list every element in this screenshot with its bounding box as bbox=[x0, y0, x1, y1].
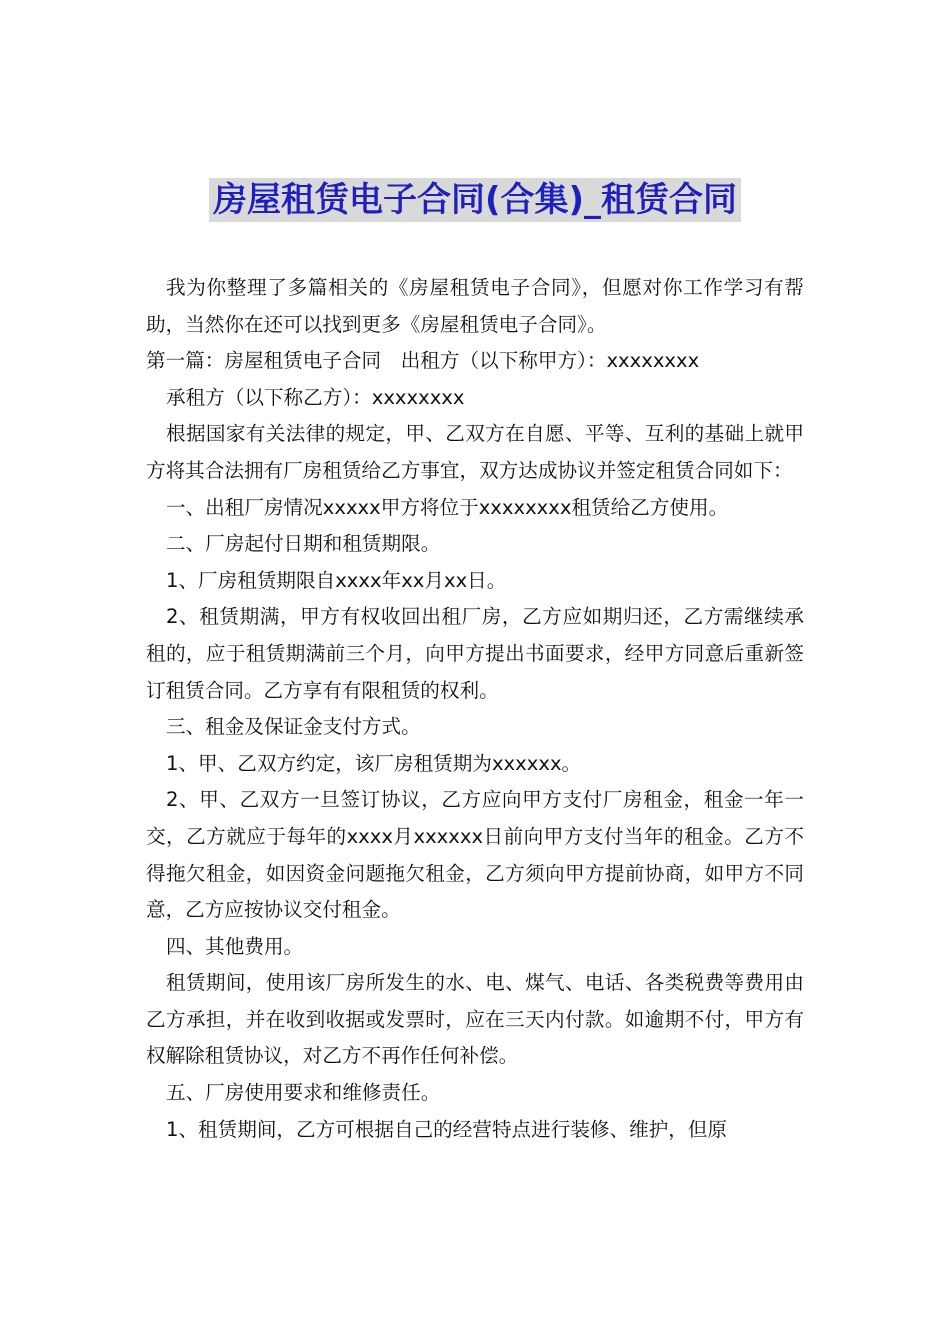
paragraph-section-three-item-2: 2、甲、乙双方一旦签订协议，乙方应向甲方支付厂房租金，租金一年一交，乙方就应于每年的xxxx月xxxxxx日前向甲方支付当年的租金。乙方不得拖欠租金，如因资金问题拖欠租金，乙方须向甲方提前协商，如甲方不同意，乙方应按协议交付租金。 bbox=[146, 788, 804, 922]
paragraph-section-three-item-1: 1、甲、乙双方约定，该厂房租赁期为xxxxxx。 bbox=[166, 751, 582, 775]
paragraph-part-one-heading: 第一篇：房屋租赁电子合同 出租方（以下称甲方）：xxxxxxxx bbox=[146, 349, 700, 373]
paragraph-section-two-item-1: 1、厂房租赁期限自xxxx年xx月xx日。 bbox=[166, 568, 507, 592]
paragraph-section-five-item-1: 1、租赁期间，乙方可根据自己的经营特点进行装修、维护，但原 bbox=[166, 1117, 728, 1141]
paragraph-preamble: 根据国家有关法律的规定，甲、乙双方在自愿、平等、互利的基础上就甲方将其合法拥有厂房租赁给乙方事宜，双方达成协议并签定租赁合同如下： bbox=[146, 422, 804, 482]
paragraph-section-three: 三、租金及保证金支付方式。 bbox=[166, 715, 421, 739]
document-body bbox=[146, 270, 804, 1148]
title-container bbox=[0, 178, 950, 222]
paragraph-section-two: 二、厂房起付日期和租赁期限。 bbox=[166, 532, 441, 556]
paragraph-intro: 我为你整理了多篇相关的《房屋租赁电子合同》，但愿对你工作学习有帮助，当然你在还可以找到更多《房屋租赁电子合同》。 bbox=[146, 276, 804, 336]
paragraph-section-one: 一、出租厂房情况xxxxx甲方将位于xxxxxxxx租赁给乙方使用。 bbox=[166, 495, 729, 519]
document-title: 房屋租赁电子合同(合集)_租赁合同 bbox=[209, 178, 741, 222]
paragraph-section-four: 四、其他费用。 bbox=[166, 934, 304, 958]
paragraph-section-four-body: 租赁期间，使用该厂房所发生的水、电、煤气、电话、各类税费等费用由乙方承担，并在收到收据或发票时，应在三天内付款。如逾期不付，甲方有权解除租赁协议，对乙方不再作任何补偿。 bbox=[146, 971, 804, 1068]
paragraph-section-five: 五、厂房使用要求和维修责任。 bbox=[166, 1081, 441, 1105]
paragraph-lessee: 承租方（以下称乙方）：xxxxxxxx bbox=[166, 385, 465, 409]
paragraph-section-two-item-2: 2、租赁期满，甲方有权收回出租厂房，乙方应如期归还，乙方需继续承租的，应于租赁期满前三个月，向甲方提出书面要求，经甲方同意后重新签订租赁合同。乙方享有有限租赁的权利。 bbox=[146, 605, 804, 702]
